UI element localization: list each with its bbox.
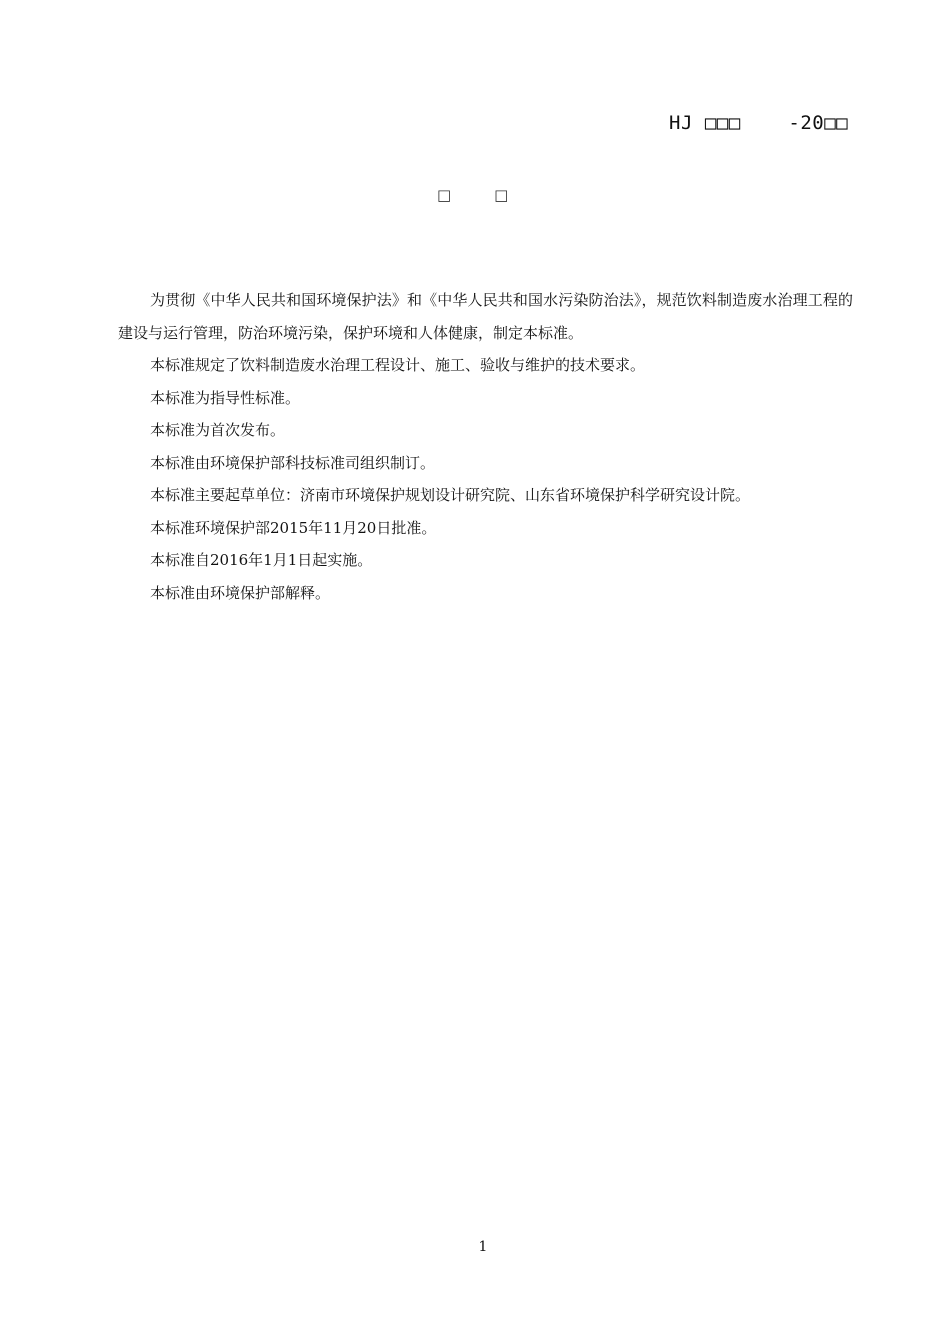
paragraph-guidance-nature: 本标准为指导性标准。 bbox=[150, 388, 301, 407]
paragraph-drafting-units: 本标准主要起草单位：济南市环境保护规划设计研究院、山东省环境保护科学研究设计院。 bbox=[150, 486, 751, 504]
section-title: □ □ bbox=[437, 186, 509, 204]
paragraph-first-release: 本标准为首次发布。 bbox=[150, 421, 286, 439]
paragraph-organizer: 本标准由环境保护部科技标准司组织制订。 bbox=[150, 453, 436, 472]
standard-code: HJ □□□ -20□□ bbox=[669, 112, 849, 134]
paragraph-interpretation: 本标准由环境保护部解释。 bbox=[150, 583, 331, 602]
paragraph-purpose: 为贯彻《中华人民共和国环境保护法》和《中华人民共和国水污染防治法》，规范饮料制造废水治理工程的建设与运行管理，防治环境污染，保护环境和人体健康，制定本标准。 bbox=[118, 291, 853, 342]
page-number: 1 bbox=[478, 1239, 488, 1255]
paragraph-approval-date: 本标准环境保护部2015年11月20日批准。 bbox=[150, 518, 437, 537]
paragraph-scope: 本标准规定了饮料制造废水治理工程设计、施工、验收与维护的技术要求。 bbox=[150, 356, 646, 374]
foreword-body bbox=[118, 284, 853, 609]
paragraph-effective-date: 本标准自2016年1月1日起实施。 bbox=[150, 551, 373, 569]
